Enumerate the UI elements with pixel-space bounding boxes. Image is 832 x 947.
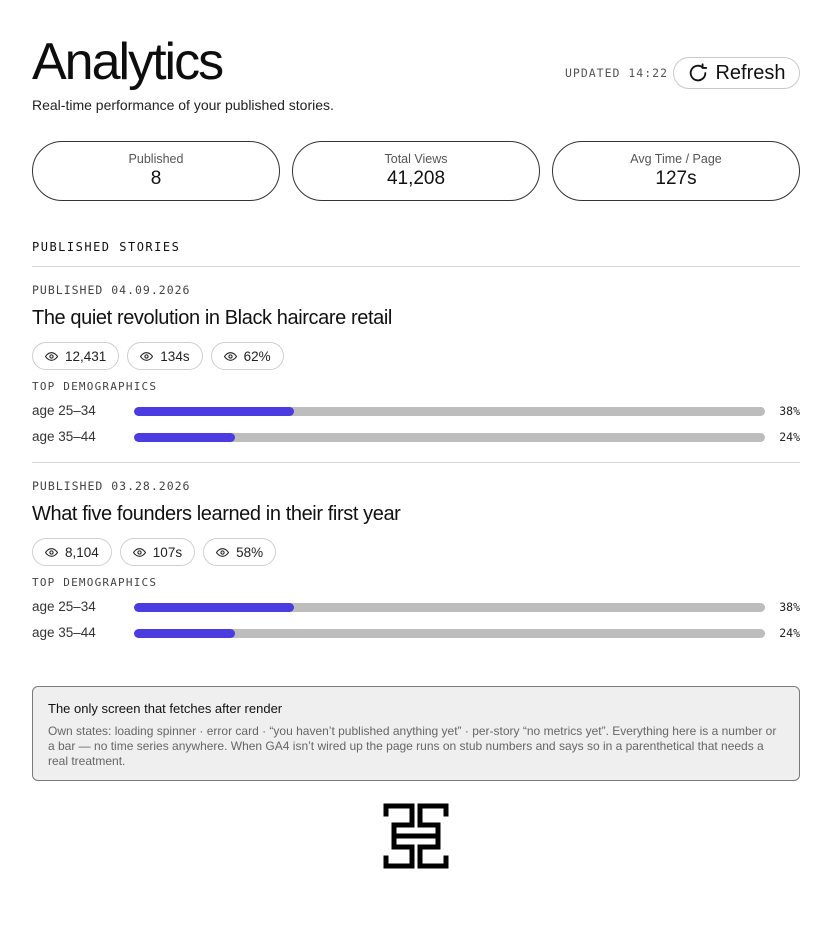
demographic-bar-track xyxy=(134,407,765,416)
demographic-row xyxy=(32,425,800,451)
demographic-age: age 35–44 xyxy=(32,429,96,444)
metric-chip-views xyxy=(32,342,119,370)
page-title: Analytics xyxy=(32,33,223,91)
demographic-age: age 25–34 xyxy=(32,403,96,418)
demographic-age: age 25–34 xyxy=(32,599,96,614)
demographic-row xyxy=(32,399,800,425)
demographic-bar-fill xyxy=(134,433,235,442)
stat-label: Avg Time / Page xyxy=(630,152,722,166)
dev-note-card xyxy=(32,686,800,781)
stat-value: 127s xyxy=(655,168,697,189)
eye-icon xyxy=(133,546,146,559)
metric-value: 12,431 xyxy=(65,348,107,364)
story-metrics xyxy=(32,342,800,370)
metric-value: 134s xyxy=(160,348,190,364)
demographic-bar-fill xyxy=(134,603,294,612)
demographics-label: TOP DEMOGRAPHICS xyxy=(32,380,158,393)
stat-total-views xyxy=(292,141,540,201)
demographic-bar-track xyxy=(134,603,765,612)
story-card xyxy=(32,283,800,451)
section-heading: PUBLISHED STORIES xyxy=(32,240,181,254)
eye-icon xyxy=(224,350,237,363)
refresh-button[interactable] xyxy=(673,57,800,89)
metric-value: 62% xyxy=(243,348,271,364)
demographic-pct: 38% xyxy=(779,600,800,614)
eye-icon xyxy=(45,350,58,363)
metric-value: 107s xyxy=(152,544,183,560)
eye-icon xyxy=(140,350,153,363)
demographic-bar-track xyxy=(134,433,765,442)
refresh-label: Refresh xyxy=(715,61,786,84)
demographic-bar-fill xyxy=(134,407,294,416)
demographic-pct: 24% xyxy=(779,430,800,444)
story-headline[interactable]: The quiet revolution in Black haircare retail xyxy=(32,307,392,329)
demographic-age: age 35–44 xyxy=(32,625,96,640)
metric-value: 8,104 xyxy=(65,544,99,560)
eye-icon xyxy=(216,546,229,559)
demographic-pct: 38% xyxy=(779,404,800,418)
metric-chip-time xyxy=(120,538,195,566)
metric-chip-rate xyxy=(211,342,284,370)
story-card xyxy=(32,479,800,647)
brand-logo xyxy=(383,803,449,869)
demographic-bar-fill xyxy=(134,629,235,638)
refresh-icon xyxy=(687,62,709,84)
eye-icon xyxy=(45,546,58,559)
note-title: The only screen that fetches after render xyxy=(48,701,283,716)
metric-chip-views xyxy=(32,538,112,566)
updated-timestamp: UPDATED 14:22 xyxy=(564,66,668,80)
metric-chip-rate xyxy=(203,538,276,566)
demographics-label: TOP DEMOGRAPHICS xyxy=(32,576,158,589)
stat-published xyxy=(32,141,280,201)
story-metrics xyxy=(32,538,800,566)
demographic-row xyxy=(32,621,800,647)
stats-row xyxy=(32,141,800,201)
page-subtitle: Real-time performance of your published stories. xyxy=(32,97,334,113)
metric-value: 58% xyxy=(236,544,264,560)
stat-label: Total Views xyxy=(384,152,448,166)
stat-value: 8 xyxy=(150,168,162,189)
demographic-pct: 24% xyxy=(779,626,800,640)
stat-value: 41,208 xyxy=(386,168,446,189)
demographic-row xyxy=(32,595,800,621)
story-date: PUBLISHED 04.09.2026 xyxy=(32,283,191,297)
demographic-bar-track xyxy=(134,629,765,638)
story-date: PUBLISHED 03.28.2026 xyxy=(32,479,191,493)
stat-avg-time xyxy=(552,141,800,201)
divider xyxy=(32,266,800,267)
metric-chip-time xyxy=(127,342,202,370)
note-body: Own states: loading spinner · error card · “you haven’t published anything yet” · per-story “no metrics yet”. Everything here is a number or a bar — no time series anywhere. When GA4 isn’t wired up the page runs on stub numbers and says so in a parenthetical that needs a real treatment. xyxy=(48,724,777,768)
divider xyxy=(32,462,800,463)
stat-label: Published xyxy=(128,152,184,166)
story-headline[interactable]: What five founders learned in their first year xyxy=(32,503,401,525)
